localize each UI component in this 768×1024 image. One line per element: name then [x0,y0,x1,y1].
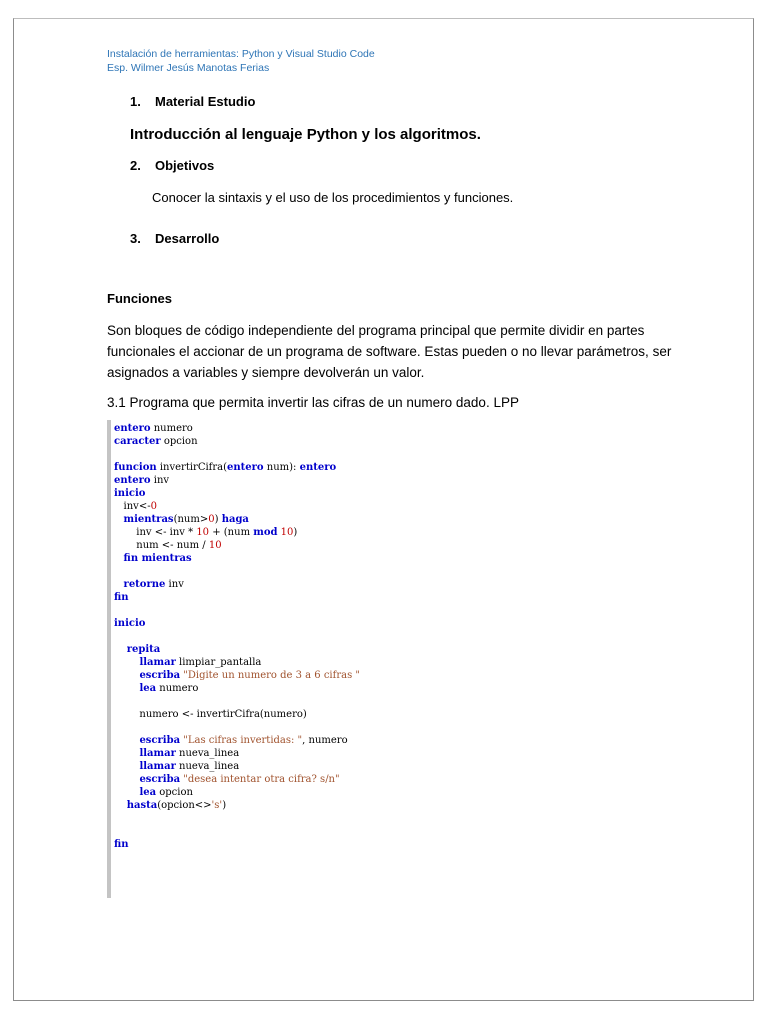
code-line [114,500,360,513]
code-text: (opcion<> [157,800,212,811]
code-keyword: entero [299,462,337,473]
code-listing [114,422,360,851]
code-text: numero [156,683,199,694]
section-number: 3. [130,231,141,246]
section-desarrollo [130,231,219,246]
code-line [114,812,360,825]
document-header [107,47,375,75]
funciones-paragraph: Son bloques de código independiente del programa principal que permite dividir en partes funcionales el accionar de un programa de software. Estas pueden o no llevar parámetros, ser asignados a variables y siempre devolverán un valor. [107,323,672,380]
code-keyword: escriba [139,670,181,681]
code-line [114,760,360,773]
code-text: ) [214,514,222,525]
code-text [114,579,124,590]
code-line [114,604,360,617]
code-text [114,774,139,785]
code-keyword: mod [253,527,278,538]
code-text [114,761,139,772]
code-keyword: hasta [126,800,158,811]
section-label: Objetivos [155,158,215,173]
code-keyword: escriba [139,774,181,785]
code-text: ) [293,527,298,538]
section-number: 2. [130,158,141,173]
code-keyword: llamar [139,657,176,668]
code-text: opcion [156,787,193,798]
code-line [114,565,360,578]
code-line [114,643,360,656]
code-line [114,513,360,526]
code-line [114,682,360,695]
code-line [114,708,360,721]
code-line [114,578,360,591]
code-text [114,735,139,746]
code-line [114,838,360,851]
code-keyword: inicio [114,488,146,499]
code-text: ) [222,800,227,811]
code-line [114,669,360,682]
code-keyword: retorne [123,579,166,590]
code-text: inv <- inv * [114,527,197,538]
code-keyword: mientras [123,514,174,525]
header-author: Esp. Wilmer Jesús Manotas Ferias [107,62,270,74]
section-label: Material Estudio [155,94,256,109]
code-text: limpiar_pantalla [175,657,262,668]
code-line [114,591,360,604]
code-line [114,773,360,786]
code-number: 0 [150,501,157,512]
code-text [114,670,139,681]
objective-text: Conocer la sintaxis y el uso de los procedimientos y funciones. [152,190,514,205]
code-line [114,526,360,539]
code-keyword: lea [139,787,157,798]
code-line [114,435,360,448]
code-line [114,461,360,474]
code-string: "Las cifras invertidas: " [183,735,303,746]
code-text [114,553,124,564]
code-text: (num> [173,514,209,525]
document-title: Introducción al lenguaje Python y los algoritmos. [130,126,481,143]
code-keyword: entero [114,423,151,434]
code-line [114,786,360,799]
code-text: opcion [160,436,198,447]
code-line [114,552,360,565]
code-text: numero [150,423,193,434]
code-keyword: funcion [114,462,157,473]
code-keyword: repita [126,644,161,655]
example-caption: 3.1 Programa que permita invertir las cifras de un numero dado. LPP [107,395,519,410]
section-number: 1. [130,94,141,109]
code-text [114,683,139,694]
code-line [114,747,360,760]
code-line [114,474,360,487]
code-text [114,514,124,525]
header-course-title: Instalación de herramientas: Python y Visual Studio Code [107,48,375,60]
code-text [114,787,139,798]
code-line [114,799,360,812]
code-keyword: llamar [139,748,176,759]
section-material-estudio [130,94,255,109]
code-string: "desea intentar otra cifra? s/n" [183,774,340,785]
code-keyword: entero [114,475,151,486]
code-text: nueva_linea [175,761,240,772]
code-keyword: escriba [139,735,181,746]
code-number: 10 [196,527,210,538]
code-text: inv [165,579,184,590]
code-number: 10 [208,540,222,551]
code-string: "Digite un numero de 3 a 6 cifras " [183,670,360,681]
code-line [114,617,360,630]
code-number: 0 [208,514,215,525]
code-line [114,695,360,708]
code-line [114,448,360,461]
code-line [114,825,360,838]
section-objetivos [130,158,214,173]
code-text: invertirCifra( [156,462,228,473]
code-keyword: haga [221,514,249,525]
code-text [114,800,127,811]
code-string: 's' [211,800,223,811]
code-keyword: caracter [114,436,161,447]
code-text: + (num [209,527,254,538]
code-number: 10 [280,527,294,538]
code-line [114,656,360,669]
code-keyword: inicio [114,618,146,629]
code-keyword: lea [139,683,157,694]
funciones-heading: Funciones [107,291,173,306]
code-keyword: llamar [139,761,176,772]
code-text: num <- num / [114,540,209,551]
code-keyword: fin [114,839,129,850]
code-text [114,748,139,759]
code-keyword: entero [227,462,264,473]
code-text: num): [263,462,300,473]
code-keyword: fin [114,592,129,603]
code-text: inv<- [114,501,151,512]
code-text: nueva_linea [175,748,240,759]
code-keyword: fin mientras [123,553,192,564]
code-text [114,644,127,655]
code-line [114,422,360,435]
code-line [114,734,360,747]
code-text: inv [150,475,170,486]
code-block [107,420,531,898]
section-label: Desarrollo [155,231,220,246]
code-line [114,721,360,734]
code-text: , numero [302,735,348,746]
code-text: numero <- invertirCifra(numero) [114,709,307,720]
code-line [114,539,360,552]
code-text [114,657,139,668]
code-line [114,630,360,643]
code-line [114,487,360,500]
